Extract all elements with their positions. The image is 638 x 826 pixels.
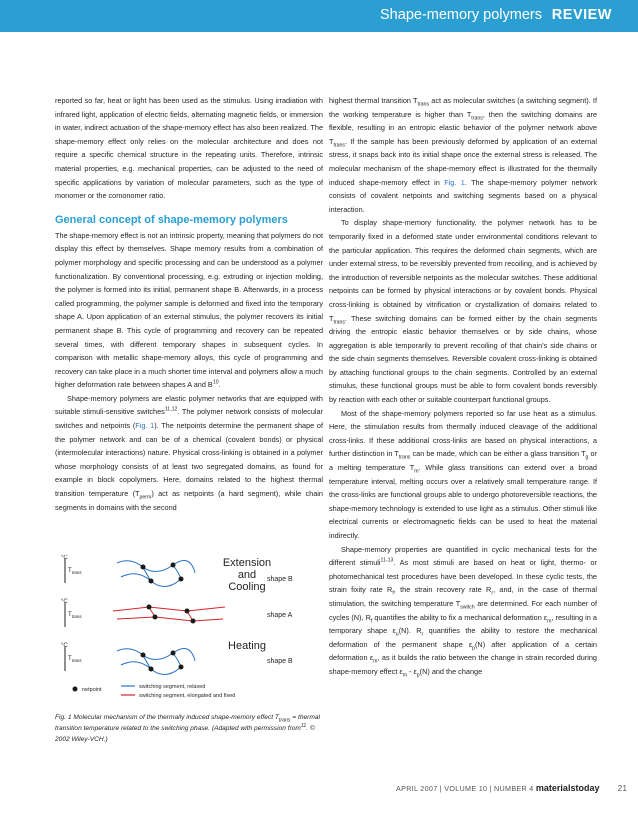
svg-text:netpoint: netpoint: [82, 687, 102, 693]
citation[interactable]: 10: [212, 379, 219, 386]
legend: [73, 684, 236, 699]
step-label: and: [237, 569, 257, 581]
network-shape-b: [117, 561, 195, 587]
shape-label: shape B: [267, 576, 293, 583]
paragraph: Most of the shape-memory polymers reported so far use heat as a stimulus. Here, the stimulation results from thermally induced cleavage of the additional cross-links. If these additional cross-links are based on physical interactions, a further distinction in $T_{trans}$ can be made, which can be either a glass transition $T_g$ or a melting temperature $T_m$. While glass transitions can extend over a broad temperature interval, melting occurs over a relatively small temperature range. If the cross-links are functional groups able to undergo photoreversible reactions, the shape-memory technology is extended to use light as a stimulus. Other stimuli like electrical currents or electromagnetic fields can be used to heat the material indirectly.: [329, 408, 598, 540]
paragraph: Shape-memory properties are quantified in cyclic mechanical tests for the different stimuli$^{11-13}$. As most stimuli are based on heat or light, thermo- or photomechanical test procedures have been developed. In these cyclic tests, the strain fixity rate $R_f$, the strain recovery rate $R_r$, and, in the case of thermal stimulation, the switching temperature $T_{switch}$ are determined. For each number of cycles (N), $R_f$ quantifies the ability to fix a mechanical deformation $\varepsilon_m$, resulting in a temporary shape $\varepsilon_u(N)$. $R_r$ quantifies the ability to restore the mechanical deformation of the permanent shape $\varepsilon_p(N)$ after application of a certain deformation $\varepsilon_m$, as it builds the ratio between the change in strain recorded during shape-memory effect $\varepsilon_m - \varepsilon_p(N)$ and the change: [329, 544, 597, 679]
section-title: Shape-memory polymers: [380, 7, 542, 23]
figure-1: [55, 555, 320, 703]
paragraph: To display shape-memory functionality, the polymer network has to be temporarily fixed in a deformed state under environmental conditions relevant to the particular application. This requires the deformed chain segments, which are under external stress, to be reversibly prevented from recoiling, and is achieved by the introduction of reversible netpoints as the molecular switches. These additional netpoints can be formed by physical interactions or by covalent bonds. Physical cross-linking is obtained by vitrification or crystallization of domains related to $T_{trans}$. These switching domains can be formed either by the chain segments driving the entropic elastic behavior themselves or by side chains, whose aggregation is able temporarily to prevent recoiling of that chain’s side chains or the side chain segments themselves. Reversible covalent cross-linking is obtained by attaching functional groups to the chain segments. Controlled by an external stimulus, these functional groups must be able to form covalent bonds reversibly by reaction with each other or suitable counterpart functional groups.: [329, 218, 597, 405]
section-heading: General concept of shape-memory polymers: [55, 213, 288, 226]
axis-unit: °C: [61, 599, 68, 605]
citation[interactable]: 11: [300, 722, 307, 729]
axis-unit: °C: [61, 643, 68, 649]
figure-caption: Fig. 1 Molecular mechanism of the thermally induced shape-memory effect $T_{trans}$ = thermal transition temperature related to the switching phase. (Adapted with permission from$^{11}$. © 2002 Wiley-VCH.): [55, 714, 320, 743]
paragraph: reported so far, heat or light has been used as the stimulus. Using irradiation with infrared light, application of electric fields, alternating magnetic fields, or immersion in water, indirect actuation of the shape-memory effect has also been realized. The shape-memory effect only relies on the molecular architecture and does not require a specific chemical structure in the repeating units. Therefore, intrinsic material properties, e.g. mechanical properties, can be adjusted to the need of specific applications by variation of molecular parameters, such as the type of monomer or the comonomer ratio.: [55, 96, 323, 201]
paragraph: The shape-memory effect is not an intrinsic property, meaning that polymers do not display this effect by themselves. Shape memory results from a combination of polymer morphology and specific processing and can be understood as a polymer functionalization. By conventional processing, e.g. extruding or injection molding, the polymer is formed into its initial, permanent shape B. Afterwards, in a process called programming, the polymer sample is deformed and fixed into the temporary shape A. Upon application of an external stimulus, the polymer recovers its initial permanent shape B. This cycle of programming and recovery can be repeated several times, with different temporary shapes in subsequent cycles. In comparison with metallic shape-memory alloys, this cycle of programming and recovery can take place in a much shorter time interval and polymers allow a much higher deformation rate between shapes A and $B^{10}$.: [55, 230, 323, 390]
citation[interactable]: 11,12: [164, 407, 178, 414]
svg-text:Ttrans: $T_{trans}$: [68, 656, 82, 663]
svg-text:Ttrans: $T_{trans}$: [68, 568, 82, 575]
figure-link[interactable]: Fig. 1: [444, 177, 465, 187]
article-type: REVIEW: [551, 7, 612, 23]
page-number: 21: [617, 784, 628, 793]
svg-text:Ttrans: $T_{trans}$: [68, 612, 82, 619]
citation[interactable]: 11-13: [380, 557, 394, 564]
network-shape-a: [113, 605, 225, 624]
shape-label: shape A: [267, 612, 293, 619]
shape-label: shape B: [267, 658, 293, 665]
paragraph: Shape-memory polymers are elastic polymer networks that are equipped with suitable stimuli-sensitive switches$^{11,12}$. The polymer network consists of molecular switches and netpoints (Fig. 1). The netpoints determine the permanent shape of the polymer network and can be of a chemical (covalent bonds) or physical (intermolecular interactions) nature. Physical cross-linking is obtained in a polymer whose morphology consists of at least two segregated domains, as found for example in block copolymers. Here, domains related to the highest thermal transition temperature $(T_{perm})$ act as netpoints (a hard segment), while chain segments in domains with the second: [55, 393, 324, 512]
issue-info: APRIL 2007 | VOLUME 10 | NUMBER 4: [396, 784, 534, 793]
page-footer: [396, 783, 627, 793]
svg-text:switching segment, elongated a: switching segment, elongated and fixed: [139, 693, 236, 699]
header-banner: [0, 0, 638, 32]
right-column: [329, 94, 597, 679]
shape-memory-diagram: [55, 555, 320, 703]
svg-text:switching segment, relaxed: switching segment, relaxed: [139, 684, 206, 690]
paragraph: highest thermal transition $T_{trans}$ act as molecular switches (a switching segment). If the working temperature is higher than $T_{trans}$, then the switching domains are flexible, resulting in an entropic elastic behavior of the polymer network above $T_{trans}$. If the sample has been previously deformed by application of an external stress, it snaps back into its initial shape once the external stress is released. The molecular mechanism of the shape-memory effect is illustrated for the thermally induced shape-memory effect in Fig. 1. The shape-memory polymer network consists of covalent netpoints and switching segments based on a physical interaction.: [329, 96, 598, 214]
figure-link[interactable]: Fig. 1: [135, 421, 155, 431]
network-shape-b-recovered: [117, 649, 195, 675]
step-label: Extension: [222, 557, 272, 569]
step-label: Cooling: [228, 581, 266, 593]
magazine-logo: materialstoday: [535, 783, 600, 793]
axis-unit: °C: [61, 555, 68, 561]
left-column: [55, 94, 323, 514]
step-label: Heating: [228, 640, 266, 652]
